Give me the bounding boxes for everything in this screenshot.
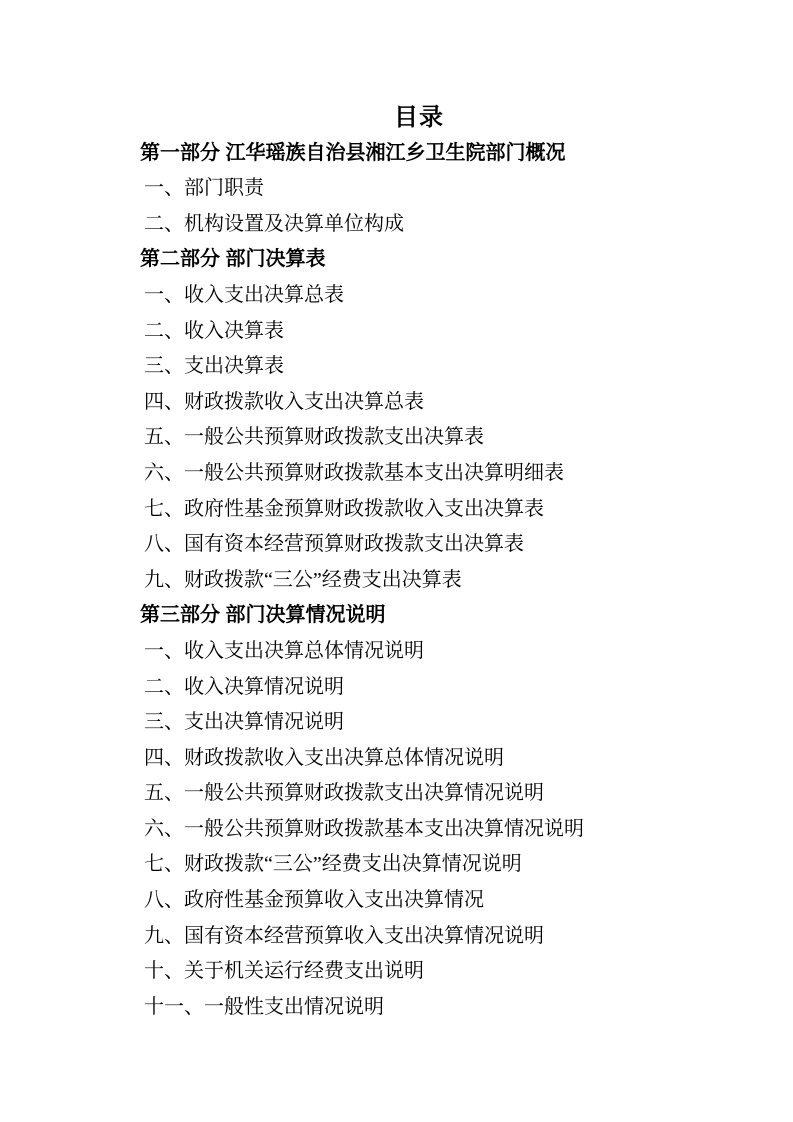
section-heading-part-3: 第三部分 部门决算情况说明	[140, 604, 386, 627]
toc-item: 十、关于机关运行经费支出说明	[144, 960, 424, 983]
toc-item: 一、收入支出决算总体情况说明	[144, 639, 424, 662]
toc-item: 九、国有资本经营预算收入支出决算情况说明	[144, 924, 544, 947]
section-heading-part-1: 第一部分 江华瑶族自治县湘江乡卫生院部门概况	[140, 141, 566, 164]
toc-item: 七、政府性基金预算财政拨款收入支出决算表	[144, 497, 544, 520]
toc-item: 五、一般公共预算财政拨款支出决算表	[144, 426, 484, 449]
toc-item: 五、一般公共预算财政拨款支出决算情况说明	[144, 782, 544, 805]
toc-item: 六、一般公共预算财政拨款基本支出决算明细表	[144, 461, 564, 484]
section-heading-part-2: 第二部分 部门决算表	[140, 248, 326, 271]
toc-item: 一、部门职责	[144, 177, 264, 200]
toc-item: 一、收入支出决算总表	[144, 283, 344, 306]
toc-item: 四、财政拨款收入支出决算总体情况说明	[144, 746, 504, 769]
toc-item: 九、财政拨款“三公”经费支出决算表	[144, 568, 462, 591]
toc-item: 四、财政拨款收入支出决算总表	[144, 390, 424, 413]
toc-item: 七、财政拨款“三公”经费支出决算情况说明	[144, 853, 522, 876]
toc-item: 三、支出决算表	[144, 355, 284, 378]
toc-item: 六、一般公共预算财政拨款基本支出决算情况说明	[144, 817, 584, 840]
toc-item: 八、国有资本经营预算财政拨款支出决算表	[144, 533, 524, 556]
toc-item: 二、机构设置及决算单位构成	[144, 212, 404, 235]
toc-item: 二、收入决算表	[144, 319, 284, 342]
toc-item: 十一、一般性支出情况说明	[144, 995, 384, 1018]
page-title: 目录	[394, 104, 444, 131]
toc-item: 二、收入决算情况说明	[144, 675, 344, 698]
toc-item: 八、政府性基金预算收入支出决算情况	[144, 889, 484, 912]
toc-item: 三、支出决算情况说明	[144, 711, 344, 734]
